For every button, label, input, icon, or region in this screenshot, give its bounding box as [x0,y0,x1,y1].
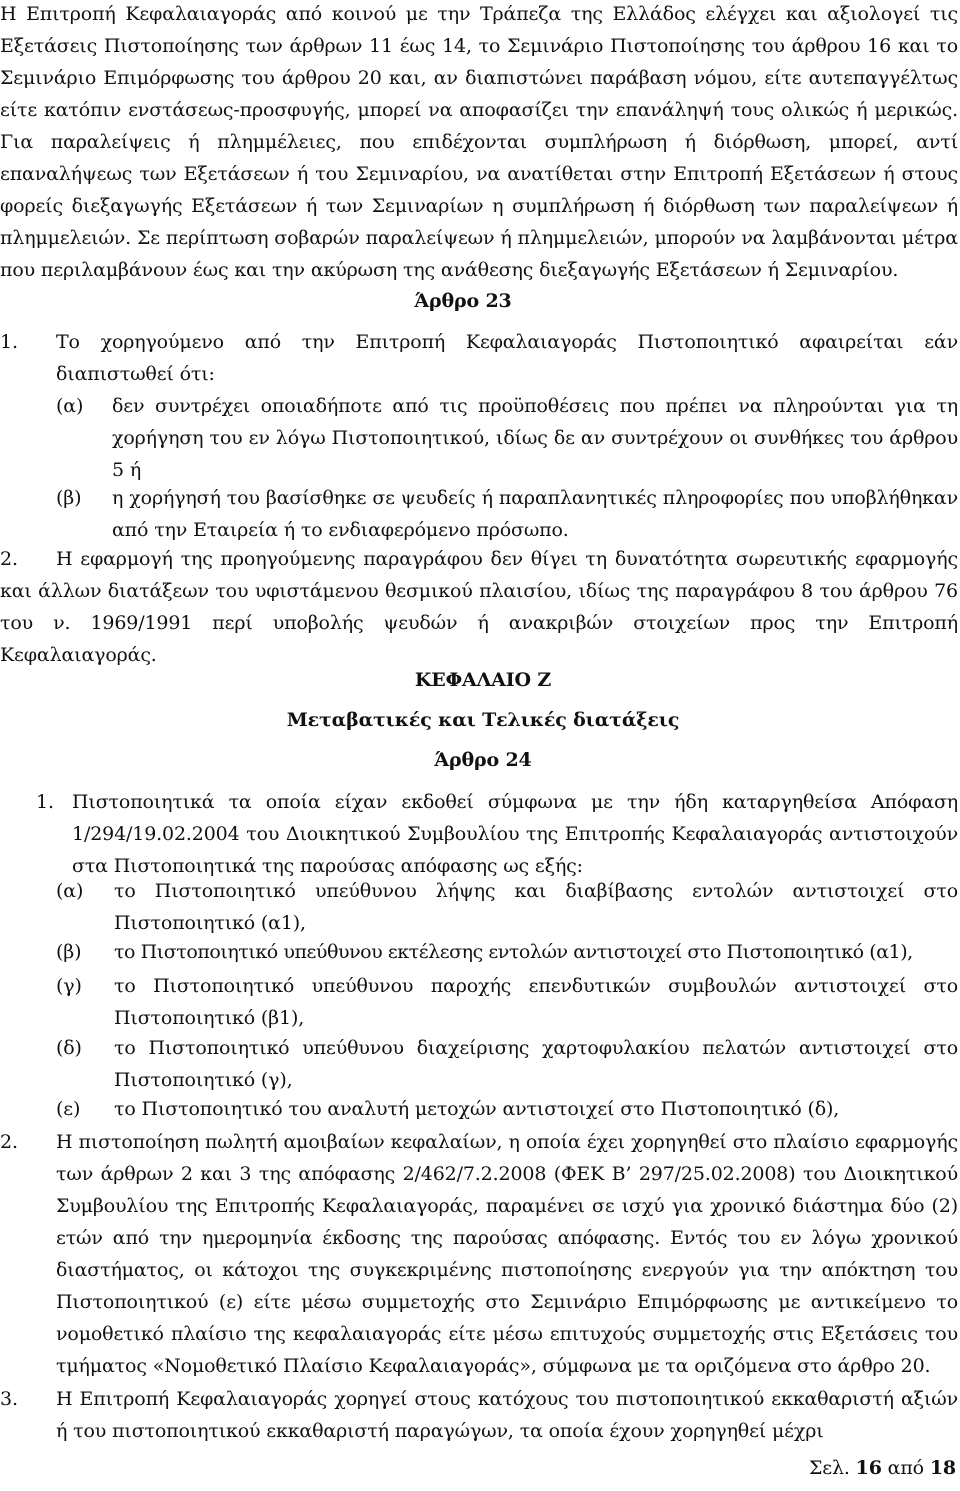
item-text: δεν συντρέχει οποιαδήποτε από τις προϋποθέσεις που πρέπει να πληρούνται για τη χορήγηση του εν λόγω Πιστοποιητικού, ιδίως δε αν συντρέχουν οι συνθήκες του άρθρου 5 ή [112,395,958,481]
article-23-title: Άρθρο 23 [414,290,512,312]
page-label: Σελ. [808,1457,850,1479]
article-24-paragraph-2 [0,1126,958,1382]
article-24-title: Άρθρο 24 [434,749,532,771]
item-label: (δ) [56,1037,82,1059]
article-23-item-b [56,482,958,546]
article-24-item-c [56,970,958,1034]
paragraph-number: 1. [0,331,18,353]
paragraph-number: 1. [36,791,54,813]
article-23-paragraph-2-text: Η εφαρμογή της προηγούμενης παραγράφου δεν θίγει τη δυνατότητα σωρευτικής εφαρμογής και άλλων διατάξεων του υφιστάμενου θεσμικού πλαισίου, ιδίως της παραγράφου 8 του άρθρου 76 του ν. 1969/1991 περί υποβολής ψευδών ή ανακριβών στοιχείων προς την Επιτροπή Κεφαλαιαγοράς. [0,548,958,666]
chapter-title: ΚΕΦΑΛΑΙΟ Ζ [414,669,552,691]
page-number-footer [809,1452,956,1484]
item-text: το Πιστοποιητικό του αναλυτή μετοχών αντιστοιχεί στο Πιστοποιητικό (δ), [114,1098,840,1120]
paragraph-number: 2. [0,548,18,570]
paragraph-number: 3. [0,1388,18,1410]
paragraph-text: Η Επιτροπή Κεφαλαιαγοράς χορηγεί στους κατόχους του πιστοποιητικού εκκαθαριστή αξιών ή του πιστοποιητικού εκκαθαριστή παραγώγων, τα οποία έχουν χορηγηθεί μέχρι [56,1388,958,1442]
article-24-item-e [56,1093,958,1125]
item-label: (γ) [56,975,82,997]
paragraph-number: 2. [0,1131,18,1153]
paragraph-text: Το χορηγούμενο από την Επιτροπή Κεφαλαιαγοράς Πιστοποιητικό αφαιρείται εάν διαπιστωθεί ότι: [56,331,958,385]
page-separator: από [887,1457,924,1479]
article-24-paragraph-3 [0,1383,958,1447]
paragraph-text: Η πιστοποίηση πωλητή αμοιβαίων κεφαλαίων, η οποία έχει χορηγηθεί στο πλαίσιο εφαρμογής των άρθρων 2 και 3 της απόφασης 2/462/7.2.2008 (ΦΕΚ Β’ 297/25.02.2008) του Διοικητικού Συμβουλίου της Επιτροπής Κεφαλαιαγοράς, παραμένει σε ισχύ για χρονικό διάστημα δύο (2) ετών από την ημερομηνία έκδοσης της παρούσας απόφασης. Εντός του εν λόγω χρονικού διαστήματος, οι κάτοχοι της συγκεκριμένης πιστοποίησης ενεργούν για την απόκτηση του Πιστοποιητικού (ε) είτε μέσω συμμετοχής στο Σεμινάριο Επιμόρφωσης με αντικείμενο το νομοθετικό πλαίσιο της κεφαλαιαγοράς είτε μέσω επιτυχούς συμμετοχής στις Εξετάσεις του τμήματος «Νομοθετικό Πλαίσιο Κεφαλαιαγοράς», σύμφωνα με τα οριζόμενα στο άρθρο 20. [56,1131,958,1377]
item-text: το Πιστοποιητικό υπεύθυνου διαχείρισης χαρτοφυλακίου πελατών αντιστοιχεί στο Πιστοποιητικό (γ), [114,1037,958,1091]
item-label: (α) [56,395,84,417]
article-23-item-a [56,390,958,486]
intro-paragraph: Η Επιτροπή Κεφαλαιαγοράς από κοινού με την Τράπεζα της Ελλάδος ελέγχει και αξιολογεί τις Εξετάσεις Πιστοποίησης των άρθρων 11 έως 14, το Σεμινάριο Πιστοποίησης του άρθρου 16 και το Σεμινάριο Επιμόρφωσης του άρθρου 20 και, αν διαπιστώνει παράβαση νόμου, είτε αυτεπαγγέλτως είτε κατόπιν ενστάσεως-προσφυγής, μπορεί να αποφασίζει την επανάληψή τους ολικώς ή μερικώς. Για παραλείψεις ή πλημμέλειες, που επιδέχονται συμπλήρωση ή διόρθωση, μπορεί, αντί επαναλήψεως των Εξετάσεων ή του Σεμιναρίου, να ανατίθεται στην Επιτροπή Εξετάσεων ή στους φορείς διεξαγωγής Εξετάσεων ή των Σεμιναρίων η συμπλήρωση ή διόρθωση των παραλείψεων ή πλημμελειών. Σε περίπτωση σοβαρών παραλείψεων ή πλημμελειών, μπορούν να λαμβάνονται μέτρα που περιλαμβάνουν έως και την ακύρωση της ανάθεσης διεξαγωγής Εξετάσεων ή Σεμιναρίου. [0,3,958,281]
item-text: το Πιστοποιητικό υπεύθυνου παροχής επενδυτικών συμβουλών αντιστοιχεί στο Πιστοποιητικό (β1), [114,975,958,1029]
article-24-paragraph-1 [36,786,958,882]
article-23-paragraph-1 [0,326,958,390]
item-text: η χορήγησή του βασίσθηκε σε ψευδείς ή παραπλανητικές πληροφορίες που υποβλήθηκαν από την Εταιρεία ή το ενδιαφερόμενο πρόσωπο. [112,487,958,541]
item-label: (ε) [56,1098,81,1120]
article-24-item-a [56,875,958,939]
item-label: (β) [56,487,82,509]
item-text: το Πιστοποιητικό υπεύθυνου λήψης και διαβίβασης εντολών αντιστοιχεί στο Πιστοποιητικό (α1), [114,880,958,934]
article-24-item-d [56,1032,958,1096]
item-label: (α) [56,880,84,902]
chapter-subtitle: Μεταβατικές και Τελικές διατάξεις [286,709,680,731]
article-24-item-b [56,936,958,968]
item-label: (β) [56,941,82,963]
page-current: 16 [855,1457,882,1479]
paragraph-text: Πιστοποιητικά τα οποία είχαν εκδοθεί σύμφωνα με την ήδη καταργηθείσα Απόφαση 1/294/19.02.2004 του Διοικητικού Συμβουλίου της Επιτροπής Κεφαλαιαγοράς αντιστοιχούν στα Πιστοποιητικά της παρούσας απόφασης ως εξής: [72,791,958,877]
page-total: 18 [929,1457,956,1479]
item-text: το Πιστοποιητικό υπεύθυνου εκτέλεσης εντολών αντιστοιχεί στο Πιστοποιητικό (α1), [114,941,913,963]
